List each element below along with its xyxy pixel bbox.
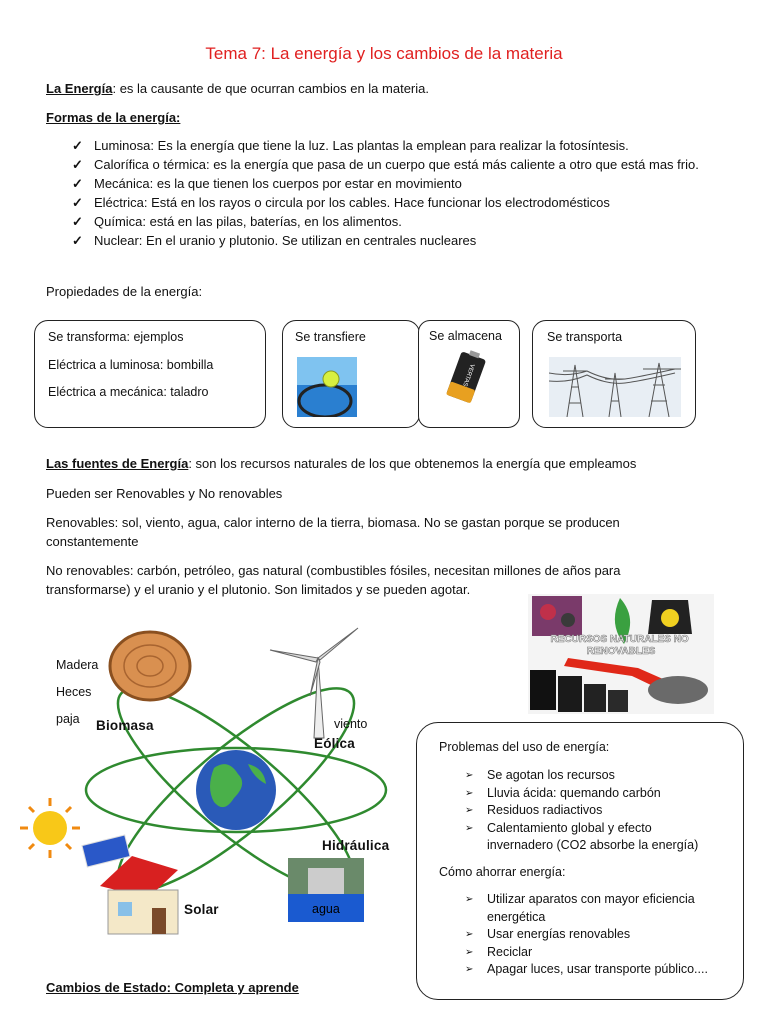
check-icon: ✓ [72, 214, 83, 229]
collage-text-line2: RENOVABLES [586, 646, 656, 657]
arrow-bullet-icon: ➢ [465, 946, 474, 958]
transfer-box: Se transfiere [282, 320, 420, 428]
list-item: ✓ Calorífica o térmica: es la energía que pasa de un cuerpo que está más caliente a otro que está mas frio. [72, 157, 699, 172]
list-item: ➢ Se agotan los recursos [465, 767, 735, 785]
check-icon: ✓ [72, 138, 83, 153]
water-label: agua [312, 902, 340, 916]
arrow-bullet-icon: ➢ [465, 929, 474, 940]
sources-kinds: Pueden ser Renovables y No renovables [46, 486, 283, 501]
wind-label: viento [334, 717, 368, 731]
list-item: ✓ Mecánica: es la que tienen los cuerpos por estar en movimiento [72, 176, 462, 191]
footer-heading: Cambios de Estado: Completa y aprende [46, 980, 299, 995]
list-item: ✓ Luminosa: Es la energía que tiene la luz. Las plantas la emplean para realizar la fotosíntesis. [72, 138, 629, 153]
intro-term: La Energía [46, 81, 113, 96]
wood-log-icon [110, 632, 190, 700]
solar-label: Solar [184, 902, 219, 917]
list-item: ➢ Usar energías renovables [465, 926, 735, 944]
biomass-item-dung: Heces [56, 685, 92, 699]
check-icon: ✓ [72, 233, 83, 248]
properties-heading: Propiedades de la energía: [46, 284, 203, 299]
battery-image [441, 347, 495, 409]
arrow-bullet-icon: ➢ [465, 822, 474, 834]
check-icon: ✓ [72, 176, 83, 191]
check-icon: ✓ [72, 195, 83, 210]
biomass-item-wood: Madera [56, 658, 99, 672]
store-box: Se almacena VERTAS [418, 320, 520, 428]
check-icon: ✓ [72, 157, 83, 172]
list-item: ✓ Nuclear: En el uranio y plutonio. Se utilizan en centrales nucleares [72, 233, 477, 248]
intro-paragraph [46, 80, 429, 98]
arrow-bullet-icon: ➢ [465, 964, 474, 975]
list-item: ➢ Calentamiento global y efecto invernadero (CO2 absorbe la energía) [465, 820, 699, 852]
transport-box: Se transporta [532, 320, 696, 428]
list-item: ✓ Química: está en las pilas, baterías, en los alimentos. [72, 214, 402, 229]
arrow-bullet-icon: ➢ [465, 787, 474, 799]
list-item: ➢ Apagar luces, usar transporte público.... [465, 961, 735, 979]
nonrenewable-resources-image [528, 594, 714, 714]
save-heading: Cómo ahorrar energía: [439, 865, 566, 879]
collage-text-line1: RECURSOS NATURALES NO [550, 634, 689, 645]
power-lines-image [549, 357, 681, 417]
list-item: ➢ Lluvia ácida: quemando carbón [465, 785, 735, 803]
nonrenewable-paragraph: No renovables: carbón, petróleo, gas natural (combustibles fósiles, necesitan millones de años para transformarse) y el uranio y el plutonio. Son limitados y se pueden agotar. [46, 563, 621, 597]
arrow-bullet-icon: ➢ [465, 770, 474, 781]
hidraulica-label: Hidráulica [322, 838, 390, 853]
sources-paragraph: Las fuentes de Energía: son los recursos naturales de los que obtenemos la energía que empleamos [46, 456, 637, 471]
tennis-racket-image [297, 357, 357, 417]
renewable-paragraph: Renovables: sol, viento, agua, calor interno de la tierra, biomasa. No se gastan porque se producen constantemente [46, 515, 620, 549]
problems-box [416, 722, 744, 1000]
problems-heading: Problemas del uso de energía: [439, 740, 610, 754]
arrow-bullet-icon: ➢ [465, 894, 474, 905]
forms-list [72, 136, 732, 250]
biomass-label: Biomasa [96, 718, 154, 733]
sun-icon [20, 798, 80, 858]
list-item: ➢ Residuos radiactivos [465, 802, 735, 820]
transform-box: Se transforma: ejemplos Eléctrica a luminosa: bombilla Eléctrica a mecánica: taladro [34, 320, 266, 428]
arrow-bullet-icon: ➢ [465, 805, 474, 816]
list-item: ✓ Eléctrica: Está en los rayos o circula por los cables. Hace funcionar los electrodomésticos [72, 195, 610, 210]
page-title: Tema 7: La energía y los cambios de la materia [205, 44, 563, 63]
biomass-item-straw: paja [56, 712, 80, 726]
forms-heading: Formas de la energía: [46, 110, 181, 125]
save-list [465, 891, 735, 979]
list-item: ➢ Reciclar [465, 944, 735, 962]
list-item: ➢ Utilizar aparatos con mayor eficiencia energética [465, 892, 695, 924]
eolica-label: Eólica [314, 736, 355, 751]
intro-text: : es la causante de que ocurran cambios en la materia. [112, 81, 429, 96]
svg-text:VERTAS: VERTAS [461, 362, 475, 387]
problems-list [465, 767, 735, 855]
